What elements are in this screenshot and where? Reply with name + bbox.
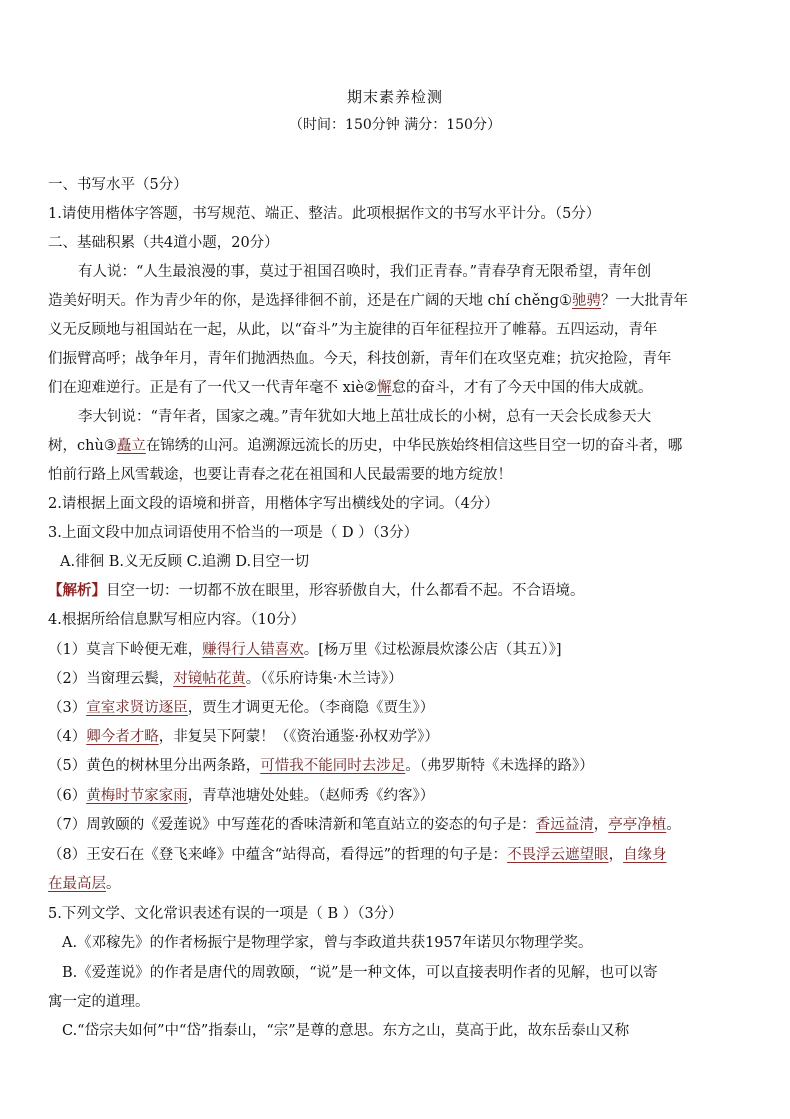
answer: 对镜帖花黄 xyxy=(173,671,246,687)
text-run: 。（《乐府诗集·木兰诗》） xyxy=(245,671,403,687)
answer: 不畏浮云遮望眼 xyxy=(507,847,609,863)
text-run: 目空一切：一切都不放在眼里，形容骄傲自大，什么都看不起。不合语境。 xyxy=(106,583,585,599)
exam-info: （时间：150分钟 满分：150分） xyxy=(289,117,501,133)
text-run: 。 xyxy=(666,817,681,833)
text-run: ，青草池塘处处蛙。（赵师秀《约客》） xyxy=(187,788,435,804)
passage-1-line-1: 有人说：“人生最浪漫的事，莫过于祖国召唤时，我们正青春。”青春孕育无限希望，青年创 xyxy=(78,264,652,280)
passage-1-line-4: 们振臂高呼；战争年月，青年们抛洒热血。今天，科技创新，青年们在攻坚克难；抗灾抢险，青年 xyxy=(48,351,672,367)
section-heading-basics: 二、基础积累（共4道小题，20分） xyxy=(48,235,279,251)
text-run: 。[杨万里《过松源晨炊漆公店（其五）》] xyxy=(303,642,562,658)
passage-1-line-3: 义无反顾地与祖国站在一起，从此，以“奋斗”为主旋律的百年征程拉开了帷幕。五四运动，青年 xyxy=(48,322,658,338)
text-run: ， xyxy=(593,817,609,833)
page-title: 期末素养检测 xyxy=(346,88,443,106)
answer: 香远益清 xyxy=(535,817,594,833)
question-5-option-a: A.《邓稼先》的作者杨振宁是物理学家，曾与李政道共获1957年诺贝尔物理学奖。 xyxy=(62,935,593,951)
text-run: （3） xyxy=(48,700,87,716)
text-run: （7）周敦颐的《爱莲说》中写莲花的香味清新和笔直站立的姿态的句子是： xyxy=(48,817,536,833)
answer: 亭亭净植 xyxy=(608,817,667,833)
text-run: ， xyxy=(608,847,624,863)
question-4-item-4 xyxy=(48,727,748,747)
question-4-item-6 xyxy=(48,786,748,806)
passage-1-line-2 xyxy=(48,291,748,311)
answer: 在最高层 xyxy=(48,876,106,892)
answer: 可惜我不能同时去涉足 xyxy=(260,758,406,774)
blank-answer: 矗立 xyxy=(116,438,146,454)
blank-answer: 驰骋 xyxy=(571,293,601,309)
text-run: （5）黄色的树林里分出两条路， xyxy=(48,758,261,774)
question-4-item-3 xyxy=(48,698,748,718)
text-run: （6） xyxy=(48,788,87,804)
question-5-option-c: C.“岱宗夫如何”中“岱”指泰山，“宗”是尊的意思。东方之山，莫高于此，故东岳泰山又称 xyxy=(62,1023,630,1039)
text-run: 们在迎难逆行。正是有了一代又一代青年毫不 xiè② xyxy=(48,380,378,396)
text-run: （4） xyxy=(48,729,87,745)
answer: 宣室求贤访逐臣 xyxy=(86,700,188,716)
answer: 赚得行人错喜欢 xyxy=(202,642,304,658)
text-run: 。 xyxy=(106,876,121,892)
question-4-item-5 xyxy=(48,756,748,776)
text-run: 树，chù③ xyxy=(48,438,117,454)
answer: 自缘身 xyxy=(623,847,667,863)
question-4-item-8-cont xyxy=(48,874,748,894)
text-run: 在锦绣的山河。追溯源远流长的历史，中华民族始终相信这些目空一切的奋斗者，哪 xyxy=(145,438,683,454)
answer: 卿今者才略 xyxy=(86,729,159,745)
text-run: （2）当窗理云鬓， xyxy=(48,671,174,687)
text-run: 怠的奋斗，才有了今天中国的伟大成就。 xyxy=(391,380,653,396)
passage-2-line-2 xyxy=(48,436,748,456)
question-5: 5.下列文学、文化常识表述有误的一项是（ B ）（3分） xyxy=(48,906,403,922)
analysis-tag: 【解析】 xyxy=(48,582,106,599)
text-run: ，贾生才调更无伦。（李商隐《贾生》） xyxy=(187,700,435,716)
answer: 黄梅时节家家雨 xyxy=(86,788,188,804)
text-run: （1）莫言下岭便无难， xyxy=(48,642,203,658)
text-run: （8）王安石在《登飞来峰》中蕴含“站得高，看得远”的哲理的句子是： xyxy=(48,847,508,863)
question-4-item-1 xyxy=(48,640,748,660)
text-run: 。（弗罗斯特《未选择的路》） xyxy=(405,758,594,774)
blank-answer: 懈 xyxy=(377,380,392,396)
question-5-option-b-cont: 寓一定的道理。 xyxy=(48,994,150,1010)
text-run: ，非复吴下阿蒙！（《资治通鉴·孙权劝学》） xyxy=(158,729,439,745)
question-3-analysis xyxy=(48,581,748,601)
question-4: 4.根据所给信息默写相应内容。（10分） xyxy=(48,612,306,628)
question-2: 2.请根据上面文段的语境和拼音，用楷体字写出横线处的字词。（4分） xyxy=(48,496,499,512)
question-4-item-2 xyxy=(48,669,748,689)
section-heading-writing: 一、书写水平（5分） xyxy=(48,177,188,193)
question-3: 3.上面文段中加点词语使用不恰当的一项是（ D ）（3分） xyxy=(48,525,419,541)
question-3-options: A.徘徊 B.义无反顾 C.追溯 D.目空一切 xyxy=(60,554,310,570)
passage-1-line-5 xyxy=(48,378,748,398)
question-5-option-b: B.《爱莲说》的作者是唐代的周敦颐，“说”是一种文体，可以直接表明作者的见解，也可以寄 xyxy=(62,965,658,981)
passage-2-line-3: 怕前行路上风雪载途，也要让青春之花在祖国和人民最需要的地方绽放！ xyxy=(48,467,512,483)
question-4-item-8 xyxy=(48,845,748,865)
question-4-item-7 xyxy=(48,815,748,835)
question-1: 1.请使用楷体字答题，书写规范、端正、整洁。此项根据作文的书写水平计分。（5分） xyxy=(48,206,601,222)
text-run: ？一大批青年 xyxy=(600,293,688,309)
text-run: 造美好明天。作为青少年的你，是选择徘徊不前，还是在广阔的天地 chí chěng① xyxy=(48,293,572,309)
passage-2-line-1: 李大钊说：“青年者，国家之魂。”青年犹如大地上茁壮成长的小树，总有一天会长成参天大 xyxy=(78,409,652,425)
